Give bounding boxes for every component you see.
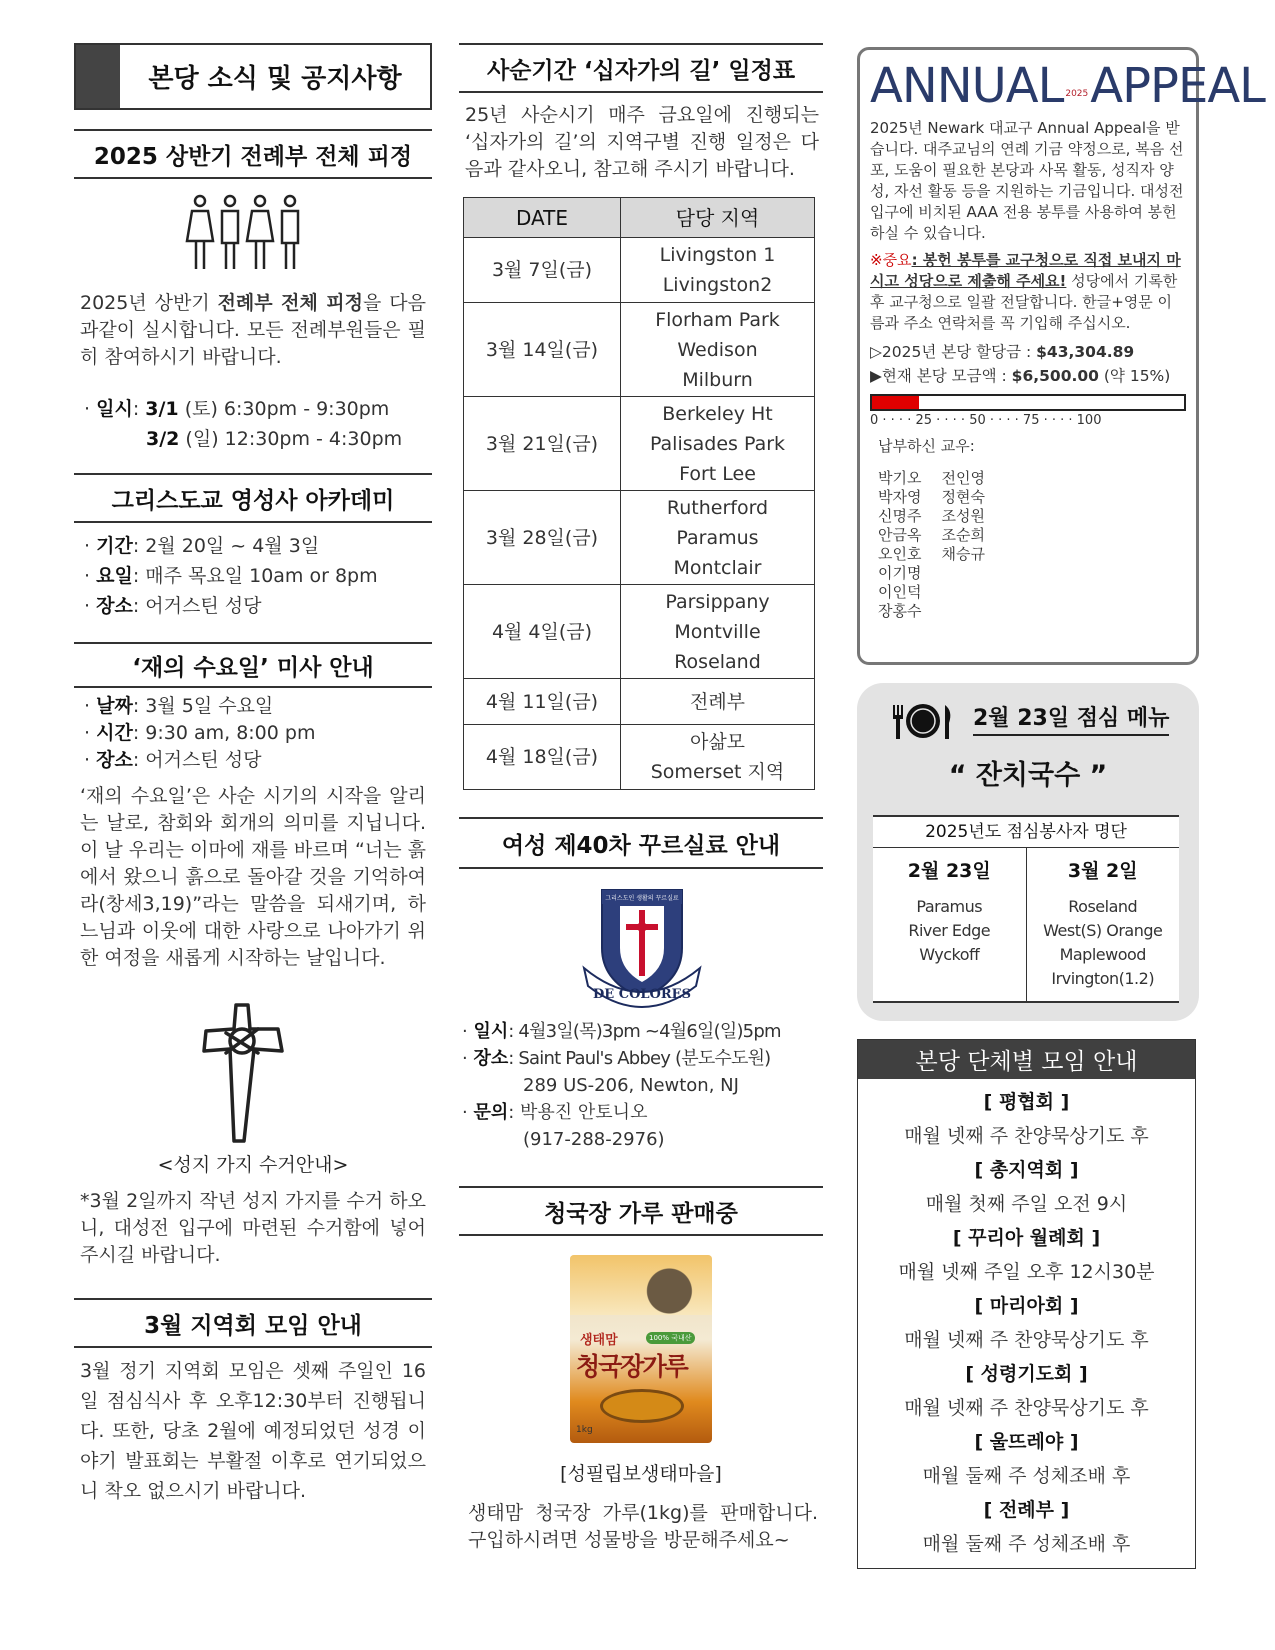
table-row: 4월 11일(금) 전례부 [464, 679, 815, 725]
list-item: · 기간: 2월 20일 ~ 4월 3일 [84, 535, 320, 557]
donors-label: 납부하신 교우: [878, 437, 975, 455]
plate-cutlery-icon [891, 701, 955, 741]
list-item: · 일시: 4월3일(목)3pm ~4월6일(일)5pm [462, 1021, 781, 1042]
progress-scale: 0 · · · · 25 · · · · 50 · · · · 75 · · · · 100 [870, 413, 1102, 428]
page-header [74, 43, 432, 110]
product-image [570, 1255, 712, 1443]
academy-list [84, 531, 430, 621]
progress-fill [872, 396, 919, 409]
group-schedule: 매월 넷째 주 찬양묵상기도 후 [904, 1329, 1149, 1351]
appeal-body: 2025년 Newark 대교구 Annual Appeal을 받습니다. 대주교님의 연례 기금 약정으로, 복음 선포, 도움이 필요한 본당과 사목 활동, 성직자 양성, 자선 활동 등을 지원하는 기금입니다. 대성전 입구에 비치된 AAA 전용 봉투를 사용하여 봉헌하실 수 있습니다. [870, 119, 1184, 242]
group-name: [ 총지역회 ] [974, 1159, 1079, 1181]
group-name: [ 전례부 ] [983, 1499, 1070, 1521]
col-date: DATE [464, 198, 621, 238]
ash-title: ‘재의 수요일’ 미사 안내 [74, 642, 432, 688]
table-row: 4월 4일(금) Parsippany Montville Roseland [464, 585, 815, 679]
group-name: [ 성령기도회 ] [965, 1363, 1088, 1385]
appeal-goal: ▷2025년 본당 할당금 : $43,304.89 [870, 343, 1135, 361]
table-row: 3월 7일(금) Livingston 1 Livingston2 [464, 238, 815, 303]
group-name: [ 울뜨레야 ] [974, 1431, 1079, 1453]
group-name: [ 마리아회 ] [974, 1295, 1079, 1317]
stations-table [463, 197, 815, 790]
product-brand: 생태맘 [580, 1333, 618, 1348]
cursillo-title: 여성 제40차 꾸르실료 안내 [459, 817, 823, 869]
group-schedule: 매월 넷째 주 찬양묵상기도 후 [904, 1125, 1149, 1147]
cursillo-logo [580, 886, 704, 1012]
district-title: 3월 지역회 모임 안내 [74, 1298, 432, 1348]
liturgy-dates: · 일시: 3/1 (토) 6:30pm - 9:30pm 3/2 (일) 12:30pm - 4:30pm [84, 398, 403, 450]
group-schedule: 매월 둘째 주 성체조배 후 [922, 1465, 1131, 1487]
groups-box [857, 1039, 1196, 1569]
donor-column: 박기오 박자영 신명주 안금옥 오인호 이기명 이인덕 장홍수 [878, 469, 922, 620]
people-icon [185, 193, 305, 273]
powder-caption: [성필립보생태마을] [560, 1463, 722, 1485]
volunteer-col: 3월 2일 Roseland West(S) Orange Maplewood Irvington(1.2) [1026, 848, 1180, 1002]
donor-column: 전인영 정현숙 조성원 조순희 채승규 [941, 469, 985, 563]
volunteer-table [873, 815, 1179, 1003]
table-header [464, 198, 815, 238]
list-item: · 장소: 어거스틴 성당 [84, 749, 262, 771]
group-schedule: 매월 둘째 주 성체조배 후 [922, 1533, 1131, 1555]
product-name: 청국장가루 [576, 1352, 687, 1381]
lunch-menu-box [857, 683, 1199, 1021]
logo-banner-text: 그리스도인 생활의 꾸르실료 [605, 895, 679, 902]
groups-list [858, 1079, 1195, 1561]
bowl-shape [600, 1389, 684, 1423]
powder-body: 생태맘 청국장 가루(1kg)를 판매합니다. 구입하시려면 성물방을 방문해주세요~ [468, 1502, 818, 1551]
product-weight: 1kg [576, 1425, 593, 1435]
cursillo-list: · 일시: 4월3일(목)3pm ~4월6일(일)5pm · 장소: Saint Paul's Abbey (분도수도원) 289 US-206, Newton, NJ · 문의: 박용진 안토니오 (917-288-2976) [462, 1018, 822, 1153]
liturgy-intro: 2025년 상반기 전례부 전체 피정을 다음과같이 실시합니다. 모든 전례부원들은 필히 참여하시기 바랍니다. [80, 292, 426, 368]
liturgy-title: 2025 상반기 전례부 전체 피정 [74, 129, 432, 179]
district-body: 3월 정기 지역회 모임은 셋째 주일인 16일 점심식사 후 오후12:30부터 진행됩니다. 또한, 당초 2월에 예정되었던 성경 이야기 발표회는 부활절 이후로 연기되었으니 착오 없으시기 바랍니다. [80, 1360, 426, 1502]
list-item: · 시간: 9:30 am, 8:00 pm [84, 722, 316, 744]
annual-appeal-box [857, 47, 1265, 665]
group-schedule: 매월 넷째 주 찬양묵상기도 후 [904, 1397, 1149, 1419]
group-name: [ 평협회 ] [983, 1091, 1070, 1113]
table-row: 3월 21일(금) Berkeley Ht Palisades Park Fort Lee [464, 397, 815, 491]
donor-list [878, 469, 1186, 621]
group-name: [ 꾸리아 월례회 ] [952, 1227, 1101, 1249]
product-photo [570, 1255, 712, 1315]
appeal-notice: ※중요: 봉헌 봉투를 교구청으로 직접 보내지 마시고 성당으로 제출해 주세요! 성당에서 기록한 후 교구청으로 일괄 전달합니다. 한글+영문 이름과 주소 연락처를 꼭 기입해 주십시오. [870, 251, 1181, 332]
lunch-menu: “ 잔치국수 ” [948, 760, 1108, 791]
lunch-title: 2월 23일 점심 메뉴 [973, 701, 1169, 736]
list-item: · 장소: 어거스틴 성당 [84, 595, 262, 617]
appeal-progress-bar [870, 394, 1186, 411]
palm-body: *3월 2일까지 작년 성지 가지를 수거 하오니, 대성전 입구에 마련된 수거함에 넣어 주시길 바랍니다. [80, 1190, 426, 1266]
stations-title: 사순기간 ‘십자가의 길’ 일정표 [459, 43, 823, 93]
groups-title: 본당 단체별 모임 안내 [858, 1040, 1195, 1079]
cross-icon [200, 1003, 286, 1143]
group-schedule: 매월 넷째 주일 오후 12시30분 [898, 1261, 1155, 1283]
product-badge: 100% 국내산 [646, 1332, 695, 1344]
table-row: 4월 18일(금) 아삶모 Somerset 지역 [464, 725, 815, 790]
list-item: · 장소: Saint Paul's Abbey (분도수도원) [462, 1048, 771, 1069]
appeal-logo: ANNUAL $^{2025}$APPEAL [870, 58, 1265, 114]
volunteer-col: 2월 23일 Paramus River Edge Wyckoff [907, 860, 991, 964]
appeal-raised: ▶현재 본당 모금액 : $6,500.00 (약 15%) [870, 367, 1171, 385]
col-area: 담당 지역 [621, 198, 815, 238]
ash-list [84, 693, 430, 774]
stations-intro: 25년 사순시기 매주 금요일에 진행되는 ‘십자가의 길’의 지역구별 진행 일정은 다음과 같사오니, 참고해 주시기 바랍니다. [465, 104, 819, 180]
list-item: · 문의: 박용진 안토니오 [462, 1102, 648, 1123]
logo-ribbon-text: DE COLORES [593, 987, 691, 1002]
page-title: 본당 소식 및 공지사항 [148, 64, 402, 94]
powder-title: 청국장 가루 판매중 [459, 1186, 823, 1236]
ash-body: ‘재의 수요일’은 사순 시기의 시작을 알리는 날로, 참회와 회개의 의미를 지닙니다. 이 날 우리는 이마에 재를 바르며 “너는 흙에서 왔으니 흙으로 돌아갈 것을 기억하여라(창세3,19)”라는 말씀을 되새기며, 하느님과 이웃에 대한 사랑으로 나아가기 위한 여정을 새롭게 시작하는 날입니다. [80, 785, 426, 969]
list-item: · 날짜: 3월 5일 수요일 [84, 695, 274, 717]
list-item: · 요일: 매주 목요일 10am or 8pm [84, 565, 378, 587]
table-row: 3월 28일(금) Rutherford Paramus Montclair [464, 491, 815, 585]
header-bar [76, 45, 120, 108]
group-schedule: 매월 첫째 주일 오전 9시 [925, 1193, 1128, 1215]
academy-title: 그리스도교 영성사 아카데미 [74, 473, 432, 523]
table-row: 3월 14일(금) Florham Park Wedison Milburn [464, 303, 815, 397]
palm-title: <성지 가지 수거안내> [157, 1154, 349, 1176]
volunteer-title: 2025년도 점심봉사자 명단 [925, 822, 1127, 842]
